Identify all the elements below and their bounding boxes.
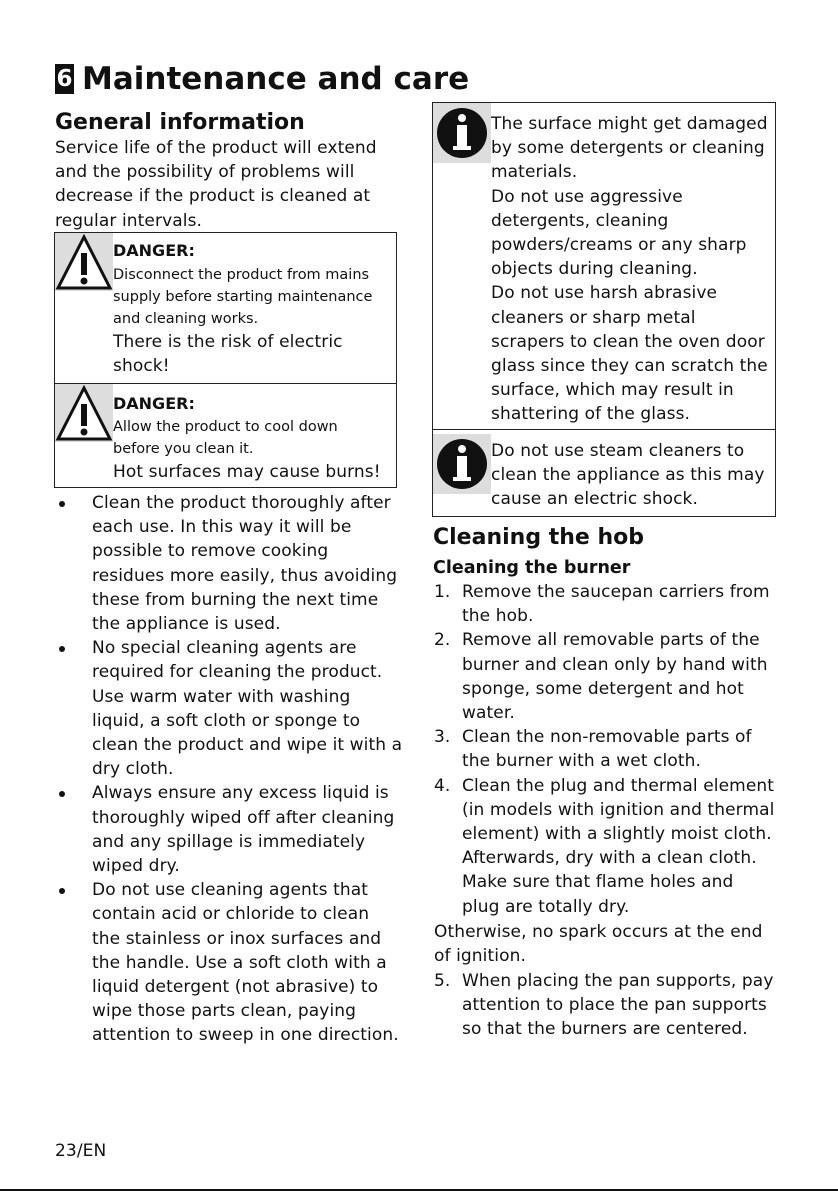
- info-line: powders/creams or any sharp: [491, 235, 747, 256]
- info-line: cleaners or sharp metal: [491, 307, 696, 328]
- info-line: objects during cleaning.: [491, 259, 698, 280]
- bullet-line: the stainless or inox surfaces and: [92, 928, 382, 949]
- bullet-line: and any spillage is immediately: [92, 831, 366, 852]
- step-line: Afterwards, dry with a clean cloth.: [462, 848, 757, 869]
- general-information-heading: General information: [55, 110, 305, 135]
- bullet-line: Use warm water with washing: [92, 686, 351, 707]
- step-number: 3.: [434, 727, 451, 748]
- bullet-line: liquid, a soft cloth or sponge to: [92, 710, 361, 731]
- list-item: [55, 878, 405, 1047]
- bullet-line: wiped dry.: [92, 856, 180, 877]
- cleaning-tips-list: [55, 491, 405, 1048]
- bullet-line: the appliance is used.: [92, 614, 281, 635]
- warning-triangle-icon: [55, 384, 113, 442]
- bullet-line: thoroughly wiped off after cleaning: [92, 807, 395, 828]
- bullet-icon: [59, 888, 65, 894]
- bullet-line: each use. In this way it will be: [92, 517, 352, 538]
- danger-box-hot-surfaces: [54, 383, 397, 488]
- step-line: so that the burners are centered.: [462, 1019, 748, 1040]
- info-text: [491, 112, 775, 427]
- intro-line: regular intervals.: [55, 210, 203, 231]
- bullet-line: No special cleaning agents are: [92, 638, 357, 659]
- danger-small-text: [113, 416, 395, 460]
- list-item: [434, 580, 784, 628]
- list-item: [434, 628, 784, 725]
- bullet-line: Always ensure any excess liquid is: [92, 783, 389, 804]
- list-item: [434, 969, 784, 1042]
- burner-steps-list: [434, 580, 784, 919]
- list-item: [55, 491, 405, 636]
- info-text: [491, 439, 775, 512]
- otherwise-paragraph: [434, 920, 784, 968]
- step-line: plug are totally dry.: [462, 896, 630, 917]
- step-number: 5.: [434, 971, 451, 991]
- chapter-number-badge: 6: [56, 66, 73, 92]
- info-line: clean the appliance as this may: [491, 465, 765, 486]
- bullet-line: attention to sweep in one direction.: [92, 1025, 399, 1046]
- cleaning-hob-heading: Cleaning the hob: [433, 525, 645, 550]
- info-line: materials.: [491, 162, 578, 183]
- step-line: element) with a slightly moist cloth.: [462, 824, 772, 845]
- info-line: glass since they can scratch the: [491, 356, 768, 377]
- step-line: the burner with a wet cloth.: [462, 751, 702, 772]
- bullet-line: liquid detergent (not abrasive) to: [92, 977, 379, 998]
- list-item: [55, 636, 405, 781]
- danger-small-text: [113, 264, 395, 330]
- bullet-line: Do not use cleaning agents that: [92, 880, 369, 901]
- danger-warning-text: [113, 460, 381, 484]
- danger-warning-text: [113, 330, 343, 378]
- bullet-icon: [59, 646, 65, 652]
- danger-line: before you clean it.: [113, 441, 254, 457]
- step-line: (in models with ignition and thermal: [462, 799, 775, 820]
- cleaning-burner-subheading: Cleaning the burner: [433, 558, 631, 578]
- bullet-line: Clean the product thoroughly after: [92, 493, 391, 513]
- info-line: by some detergents or cleaning: [491, 138, 765, 159]
- info-box-detergents: [432, 102, 776, 430]
- info-line: surface, which may result in: [491, 380, 734, 401]
- step-number: 4.: [434, 775, 451, 796]
- step-line: When placing the pan supports, pay: [462, 971, 774, 991]
- intro-line: Service life of the product will extend: [55, 138, 377, 158]
- danger-line: supply before starting maintenance: [113, 289, 373, 305]
- info-icon: [433, 103, 491, 163]
- bullet-icon: [59, 501, 65, 507]
- step-number: 1.: [434, 582, 451, 602]
- step-line: Clean the plug and thermal element: [462, 775, 775, 796]
- danger-title: DANGER:: [113, 394, 195, 413]
- info-line: Do not use aggressive: [491, 186, 683, 207]
- danger-title: DANGER:: [113, 241, 195, 260]
- bullet-line: clean the product and wipe it with a: [92, 735, 403, 756]
- bullet-line: dry cloth.: [92, 759, 174, 780]
- bullet-line: wipe those parts clean, paying: [92, 1001, 357, 1022]
- paragraph-line: Otherwise, no spark occurs at the end: [434, 922, 763, 942]
- bullet-line: possible to remove cooking: [92, 541, 329, 562]
- step-line: attention to place the pan supports: [462, 995, 767, 1016]
- info-box-steam: [432, 429, 776, 517]
- paragraph-line: of ignition.: [434, 946, 526, 967]
- danger-box-electric: [54, 232, 397, 384]
- step-line: Remove the saucepan carriers from: [462, 582, 770, 602]
- step-line: Make sure that flame holes and: [462, 872, 734, 893]
- warning-triangle-icon: [55, 233, 113, 291]
- step-number: 2.: [434, 630, 451, 651]
- danger-line: Allow the product to cool down: [113, 419, 338, 435]
- info-line: cause an electric shock.: [491, 489, 698, 510]
- step-line: Clean the non-removable parts of: [462, 727, 752, 748]
- list-item: [434, 774, 784, 919]
- intro-paragraph: [55, 136, 400, 233]
- bullet-line: required for cleaning the product.: [92, 662, 383, 683]
- intro-line: decrease if the product is cleaned at: [55, 186, 371, 207]
- bullet-line: contain acid or chloride to clean: [92, 904, 370, 925]
- danger-line: Hot surfaces may cause burns!: [113, 462, 381, 482]
- info-line: Do not use steam cleaners to: [491, 441, 745, 461]
- list-item: [55, 781, 405, 878]
- info-line: The surface might get damaged: [491, 114, 768, 134]
- step-line: Remove all removable parts of the: [462, 630, 760, 651]
- page-number: 23/EN: [55, 1141, 107, 1161]
- bullet-line: these from burning the next time: [92, 589, 379, 610]
- info-line: detergents, cleaning: [491, 210, 669, 231]
- step-line: sponge, some detergent and hot: [462, 678, 744, 699]
- intro-line: and the possibility of problems will: [55, 162, 355, 183]
- step-line: water.: [462, 703, 515, 724]
- list-item: [434, 725, 784, 773]
- info-line: shattering of the glass.: [491, 404, 691, 425]
- danger-line: and cleaning works.: [113, 311, 259, 327]
- burner-steps-list-continued: [434, 969, 784, 1042]
- bullet-icon: [59, 791, 65, 797]
- bullet-line: the handle. Use a soft cloth with a: [92, 952, 387, 973]
- step-line: the hob.: [462, 606, 534, 627]
- chapter-title: Maintenance and care: [82, 61, 470, 97]
- step-line: burner and clean only by hand with: [462, 654, 768, 675]
- danger-line: There is the risk of electric: [113, 332, 343, 352]
- info-line: Do not use harsh abrasive: [491, 283, 718, 304]
- info-icon: [433, 434, 491, 494]
- info-line: scrapers to clean the oven door: [491, 331, 765, 352]
- bullet-line: residues more easily, thus avoiding: [92, 565, 398, 586]
- danger-line: shock!: [113, 356, 170, 377]
- danger-line: Disconnect the product from mains: [113, 267, 370, 283]
